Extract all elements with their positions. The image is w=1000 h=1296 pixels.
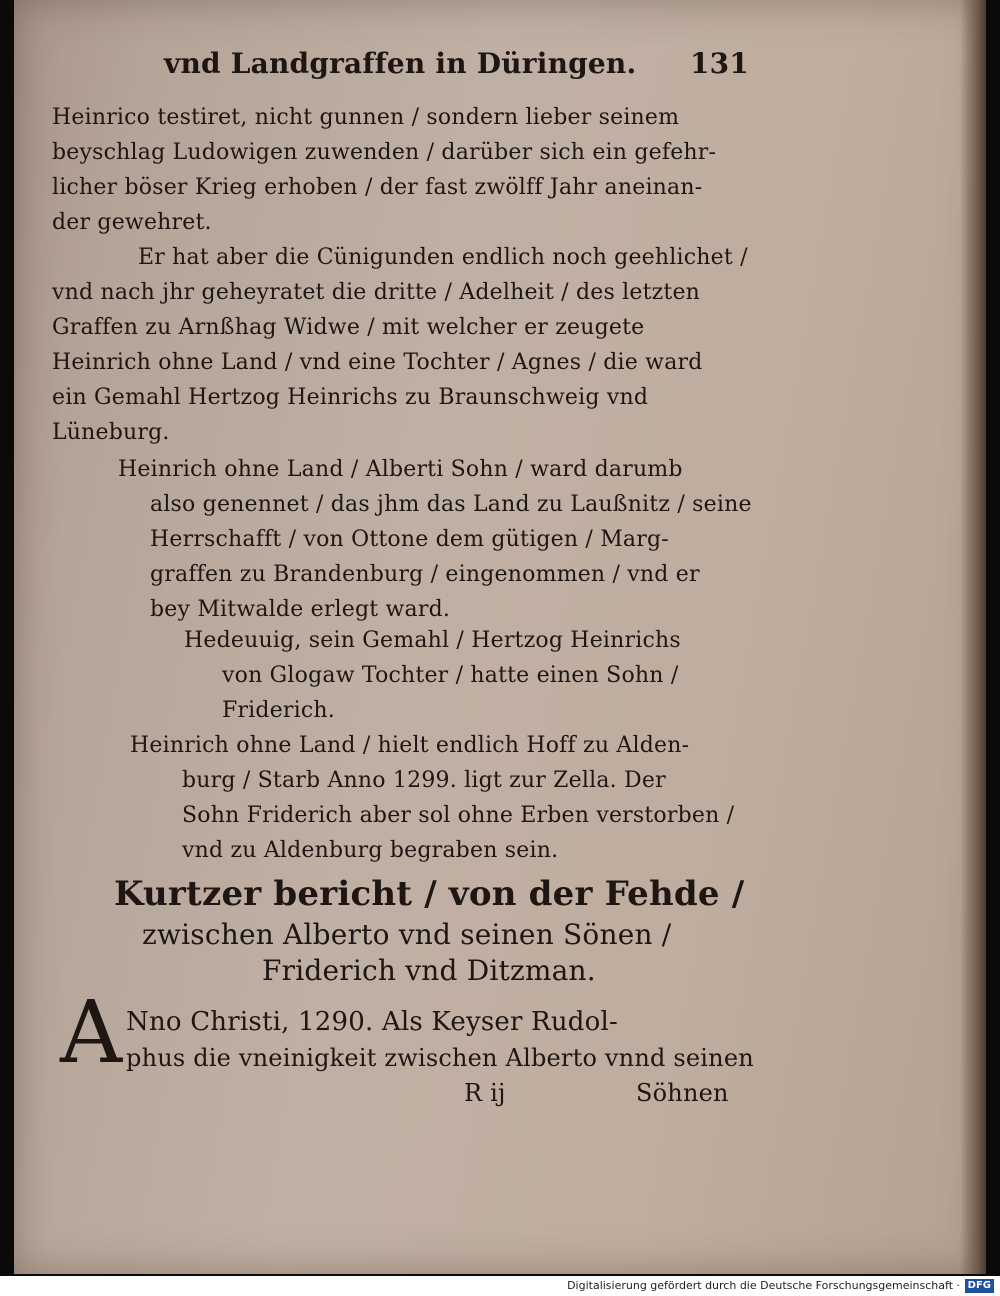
text-line: also genennet / das jhm das Land zu Laußnitz / seine [150, 492, 752, 517]
text-line: Graffen zu Arnßhag Widwe / mit welcher er zeugete [52, 315, 645, 340]
text-line: graffen zu Brandenburg / eingenommen / vnd er [150, 562, 700, 587]
text-line: Sohn Friderich aber sol ohne Erben verstorben / [182, 803, 735, 828]
page-number: 131 [690, 47, 750, 80]
text-line: Er hat aber die Cünigunden endlich noch geehlichet / [138, 245, 748, 270]
text-line: Herrschafft / von Ottone dem gütigen / Marg- [150, 527, 669, 552]
section-subheading: Friderich vnd Ditzman. [262, 954, 596, 987]
page-edge [960, 0, 986, 1274]
dfg-logo: DFG [965, 1279, 994, 1293]
text-line: Friderich. [222, 698, 335, 723]
text-line: Heinrico testiret, nicht gunnen / sondern lieber seinem [52, 105, 680, 130]
footer-bar [0, 1276, 1000, 1296]
text-line: burg / Starb Anno 1299. ligt zur Zella. Der [182, 768, 666, 793]
text-line: ein Gemahl Hertzog Heinrichs zu Braunschweig vnd [52, 385, 649, 410]
scanned-page [14, 0, 986, 1274]
text-line: Lüneburg. [52, 420, 170, 445]
text-line: vnd nach jhr geheyratet die dritte / Adelheit / des letzten [52, 280, 701, 305]
text-line: bey Mitwalde erlegt ward. [150, 597, 451, 622]
funding-credit: Digitalisierung gefördert durch die Deutsche Forschungsgemeinschaft · [567, 1279, 960, 1292]
text-line: von Glogaw Tochter / hatte einen Sohn / [222, 663, 679, 688]
drop-cap: A [60, 983, 123, 1083]
running-header: vnd Landgraffen in Düringen. [164, 47, 637, 80]
text-line: licher böser Krieg erhoben / der fast zwölff Jahr aneinan- [52, 175, 703, 200]
section-heading: Kurtzer bericht / von der Fehde / [114, 874, 745, 914]
signature-mark: R ij [464, 1079, 506, 1107]
text-line: der gewehret. [52, 210, 212, 235]
text-line: Heinrich ohne Land / hielt endlich Hoff zu Alden- [130, 733, 690, 758]
text-line: beyschlag Ludowigen zuwenden / darüber sich ein gefehr- [52, 140, 717, 165]
text-line: vnd zu Aldenburg begraben sein. [182, 838, 559, 863]
text-line: Heinrich ohne Land / Alberti Sohn / ward darumb [118, 457, 683, 482]
text-line: Nno Christi, 1290. Als Keyser Rudol- [126, 1007, 618, 1037]
catchword: Söhnen [636, 1079, 729, 1107]
section-subheading: zwischen Alberto vnd seinen Sönen / [142, 918, 672, 951]
text-line: Hedeuuig, sein Gemahl / Hertzog Heinrichs [184, 628, 681, 653]
text-line: Heinrich ohne Land / vnd eine Tochter / Agnes / die ward [52, 350, 703, 375]
text-line: phus die vneinigkeit zwischen Alberto vnnd seinen [126, 1044, 754, 1072]
